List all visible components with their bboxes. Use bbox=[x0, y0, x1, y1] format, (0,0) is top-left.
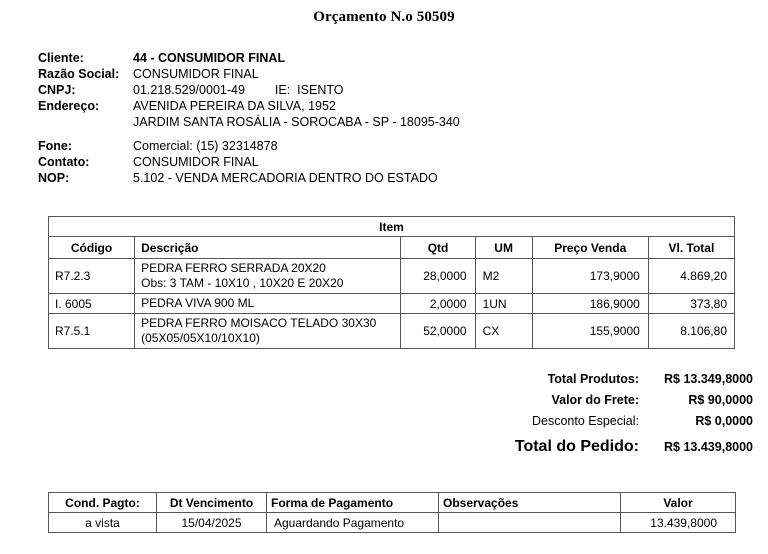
col-header-valor: Valor bbox=[621, 493, 736, 513]
totals-label-pedido: Total do Pedido: bbox=[514, 438, 639, 455]
col-header-qtd: Qtd bbox=[401, 237, 475, 259]
totals-label-produtos: Total Produtos: bbox=[547, 372, 639, 386]
cell-descricao-sub: Obs: 3 TAM - 10X10 , 10X20 E 20X20 bbox=[141, 276, 344, 290]
col-header-preco-venda: Preço Venda bbox=[532, 237, 648, 259]
value-cliente: 44 - CONSUMIDOR FINAL bbox=[133, 51, 286, 65]
value-endereco: AVENIDA PEREIRA DA SILVA, 1952 bbox=[133, 99, 336, 113]
cell-descricao bbox=[135, 259, 401, 294]
value-fone: Comercial: (15) 32314878 bbox=[133, 139, 278, 153]
cell-qtd: 28,0000 bbox=[401, 259, 475, 294]
items-table bbox=[48, 216, 735, 349]
cell-valor: 13.439,8000 bbox=[621, 513, 736, 533]
customer-row-contato bbox=[38, 154, 638, 170]
value-nop: 5.102 - VENDA MERCADORIA DENTRO DO ESTADO bbox=[133, 171, 438, 185]
totals-value-frete: R$ 90,0000 bbox=[688, 393, 753, 407]
col-header-forma-pagamento: Forma de Pagamento bbox=[267, 493, 439, 513]
customer-row-fone bbox=[38, 138, 638, 154]
table-row bbox=[49, 314, 735, 349]
value-ie: ISENTO bbox=[297, 83, 344, 97]
totals-row-desconto bbox=[487, 414, 757, 435]
cell-dt-vencimento: 15/04/2025 bbox=[157, 513, 267, 533]
col-header-cond-pagto: Cond. Pagto: bbox=[49, 493, 157, 513]
totals-value-pedido: R$ 13.439,8000 bbox=[664, 440, 753, 454]
customer-row-endereco bbox=[38, 98, 638, 114]
cell-codigo: R7.2.3 bbox=[49, 259, 135, 294]
col-header-dt-vencimento: Dt Vencimento bbox=[157, 493, 267, 513]
col-header-codigo: Código bbox=[49, 237, 135, 259]
table-row bbox=[49, 259, 735, 294]
customer-row-razao-social bbox=[38, 66, 638, 82]
value-razao-social: CONSUMIDOR FINAL bbox=[133, 67, 259, 81]
cell-qtd: 52,0000 bbox=[401, 314, 475, 349]
cell-observacoes bbox=[439, 513, 621, 533]
cell-preco-venda: 155,9000 bbox=[532, 314, 648, 349]
col-header-um: UM bbox=[475, 237, 532, 259]
label-cnpj: CNPJ: bbox=[38, 83, 76, 97]
totals-label-frete: Valor do Frete: bbox=[551, 393, 639, 407]
col-header-vl-total: Vl. Total bbox=[648, 237, 734, 259]
col-header-observacoes: Observações bbox=[439, 493, 621, 513]
cell-vl-total: 4.869,20 bbox=[648, 259, 734, 294]
table-row bbox=[49, 294, 735, 314]
table-row bbox=[49, 513, 736, 533]
value-endereco-cont: JARDIM SANTA ROSÁLIA - SOROCABA - SP - 18095-340 bbox=[133, 115, 460, 129]
label-ie: IE: bbox=[274, 83, 291, 97]
totals-row-produtos bbox=[487, 372, 757, 393]
cell-preco-venda: 173,9000 bbox=[532, 259, 648, 294]
items-group-header-row bbox=[49, 217, 735, 237]
payment-table bbox=[48, 492, 736, 533]
cell-descricao-main: PEDRA FERRO SERRADA 20X20 bbox=[141, 261, 326, 275]
cell-forma-pagamento: Aguardando Pagamento bbox=[267, 513, 439, 533]
customer-row-nop bbox=[38, 170, 638, 186]
cell-descricao-main: PEDRA VIVA 900 ML bbox=[141, 296, 255, 310]
totals-block bbox=[487, 372, 757, 464]
cell-descricao-main: PEDRA FERRO MOISACO TELADO 30X30 bbox=[141, 316, 377, 330]
cell-qtd: 2,0000 bbox=[401, 294, 475, 314]
label-nop: NOP: bbox=[38, 171, 70, 185]
cell-descricao bbox=[135, 314, 401, 349]
customer-row-cnpj bbox=[38, 82, 638, 98]
cell-um: M2 bbox=[475, 259, 532, 294]
totals-value-desconto: R$ 0,0000 bbox=[695, 414, 753, 428]
cell-cond-pagto: a vista bbox=[49, 513, 157, 533]
cell-descricao-sub: (05X05/05X10/10X10) bbox=[141, 331, 260, 345]
customer-row-cliente bbox=[38, 50, 638, 66]
customer-info-block bbox=[38, 50, 638, 186]
value-contato: CONSUMIDOR FINAL bbox=[133, 155, 259, 169]
totals-label-desconto: Desconto Especial: bbox=[531, 414, 639, 428]
customer-row-endereco-cont bbox=[38, 114, 638, 130]
cell-um: CX bbox=[475, 314, 532, 349]
col-header-descricao: Descrição bbox=[135, 237, 401, 259]
payment-header-row bbox=[49, 493, 736, 513]
cell-codigo: I. 6005 bbox=[49, 294, 135, 314]
label-contato: Contato: bbox=[38, 155, 90, 169]
totals-row-pedido bbox=[487, 438, 757, 464]
document-title: Orçamento N.o 50509 bbox=[313, 9, 455, 25]
totals-value-produtos: R$ 13.349,8000 bbox=[664, 372, 753, 386]
cell-preco-venda: 186,9000 bbox=[532, 294, 648, 314]
label-fone: Fone: bbox=[38, 139, 73, 153]
cell-um: 1UN bbox=[475, 294, 532, 314]
items-group-header: Item bbox=[49, 217, 735, 237]
cell-codigo: R7.5.1 bbox=[49, 314, 135, 349]
items-header-row bbox=[49, 237, 735, 259]
cell-vl-total: 373,80 bbox=[648, 294, 734, 314]
cell-descricao bbox=[135, 294, 401, 314]
value-cnpj-line bbox=[133, 82, 343, 98]
label-razao-social: Razão Social: bbox=[38, 67, 120, 81]
totals-row-frete bbox=[487, 393, 757, 414]
label-endereco: Endereço: bbox=[38, 99, 100, 113]
cell-vl-total: 8.106,80 bbox=[648, 314, 734, 349]
label-cliente: Cliente: bbox=[38, 51, 84, 65]
value-cnpj: 01.218.529/0001-49 bbox=[133, 83, 245, 97]
